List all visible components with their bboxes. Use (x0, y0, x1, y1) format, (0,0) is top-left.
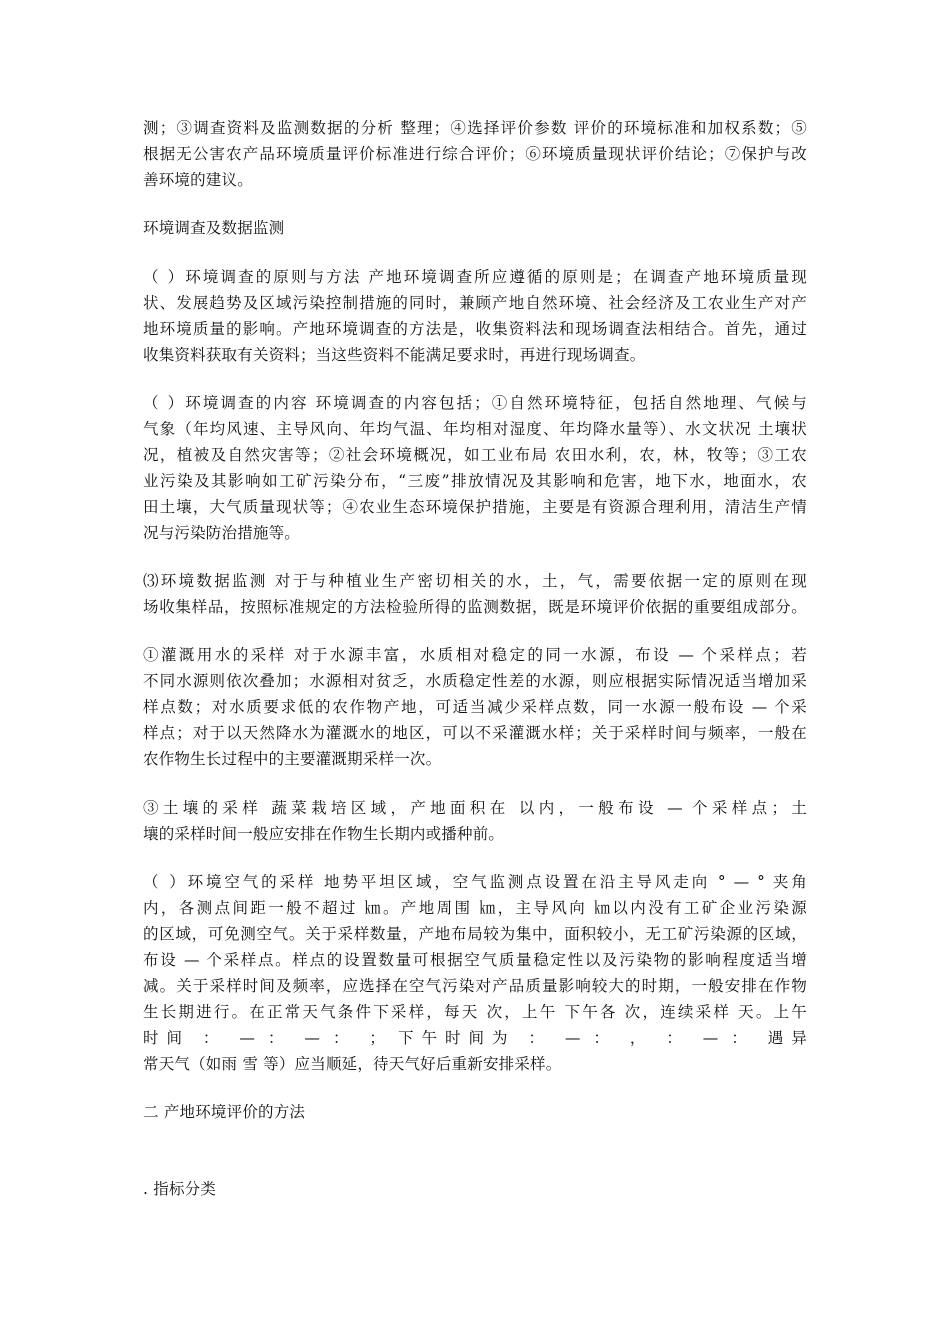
paragraph-line: 气象（年均风速、主导风向、年均气温、年均相对湿度、年均降水量等）、水文状况 土壤状 (143, 420, 807, 438)
paragraph-line: 样点；对于以天然降水为灌溉水的地区，可以不采灌溉水样；关于采样时间与频率，一般在 (143, 724, 807, 742)
paragraph-line: 况与污染防治措施等。 (143, 524, 301, 542)
paragraph-line: 时间 ： — ： — ： ； 下午时间为 ： — ： ， ： — ： 遇异 (143, 1029, 807, 1047)
paragraph-line: （ ）环境调查的内容 环境调查的内容包括；①自然环境特征，包括自然地理、气候与 (143, 394, 807, 412)
paragraph-line: （ ）环境调查的原则与方法 产地环境调查所应遵循的原则是；在调查产地环境质量现 (143, 268, 807, 286)
paragraph-line: 状、发展趋势及区域污染控制措施的同时，兼顾产地自然环境、社会经济及工农业生产对产 (143, 294, 807, 312)
paragraph-line: 减。关于采样时间及频率，应选择在空气污染对产品质量影响较大的时期，一般安排在作物 (143, 977, 807, 995)
paragraph-line: 田土壤，大气质量现状等；④农业生态环境保护措施，主要是有资源合理利用，清洁生产情 (143, 498, 807, 516)
paragraph-line: 农作物生长过程中的主要灌溉期采样一次。 (143, 750, 442, 768)
paragraph-line: 壤的采样时间一般应安排在作物生长期内或播种前。 (143, 825, 505, 843)
paragraph-line: 收集资料获取有关资料；当这些资料不能满足要求时，再进行现场调查。 (143, 346, 646, 364)
paragraph-line: 常天气（如雨 雪 等）应当顺延，待天气好后重新安排采样。 (143, 1055, 562, 1073)
paragraph-line: 场收集样品，按照标准规定的方法检验所得的监测数据，既是环境评价依据的重要组成部分。 (143, 598, 807, 616)
paragraph-line: 业污染及其影响如工矿污染分布，“三废”排放情况及其影响和危害，地下水，地面水，农 (143, 472, 807, 490)
paragraph-line: 内，各测点间距一般不超过 ㎞。产地周围 ㎞，主导风向 ㎞以内没有工矿企业污染源 (143, 899, 807, 917)
paragraph-line: 况，植被及自然灾害等；②社会环境概况，如工业布局 农田水利，农，林，牧等；③工农 (143, 446, 807, 464)
paragraph-line: ③土壤的采样 蔬菜栽培区域，产地面积在 以内，一般布设 — 个采样点；土 (143, 799, 807, 817)
intro-line-3: 善环境的建议。 (143, 171, 253, 189)
paragraph-line: 样点数；对水质要求低的农作物产地，可适当减少采样点数，同一水源一般布设 — 个采 (143, 698, 807, 716)
paragraph-line: （ ）环境空气的采样 地势平坦区域，空气监测点设置在沿主导风走向 ° — ° 夹角 (143, 873, 807, 891)
subheading-indicator-classification: . 指标分类 (143, 1180, 217, 1198)
paragraph-line: 生长期进行。在正常天气条件下采样，每天 次，上午 下午各 次，连续采样 天。上午 (143, 1003, 807, 1021)
paragraph-line: 的区域，可免测空气。关于采样数量，产地布局较为集中，面积较小，无工矿污染源的区域， (143, 925, 807, 943)
section-heading-env-survey: 环境调查及数据监测 (143, 219, 285, 237)
intro-line-1: 测；③调查资料及监测数据的分析 整理；④选择评价参数 评价的环境标准和加权系数；⑤ (143, 119, 807, 137)
paragraph-line: ①灌溉用水的采样 对于水源丰富，水质相对稳定的同一水源，布设 — 个采样点；若 (143, 646, 807, 664)
paragraph-line: 不同水源则依次叠加；水源相对贫乏，水质稳定性差的水源，则应根据实际情况适当增加采 (143, 672, 807, 690)
section-heading-eval-methods: 二 产地环境评价的方法 (143, 1103, 306, 1121)
paragraph-line: 地环境质量的影响。产地环境调查的方法是，收集资料法和现场调查法相结合。首先，通过 (143, 320, 807, 338)
paragraph-line: 布设 — 个采样点。样点的设置数量可根据空气质量稳定性以及污染物的影响程度适当增 (143, 951, 807, 969)
paragraph-line: ⑶环境数据监测 对于与种植业生产密切相关的水，土，气，需要依据一定的原则在现 (143, 572, 807, 590)
intro-line-2: 根据无公害农产品环境质量评价标准进行综合评价；⑥环境质量现状评价结论；⑦保护与改 (143, 145, 807, 163)
